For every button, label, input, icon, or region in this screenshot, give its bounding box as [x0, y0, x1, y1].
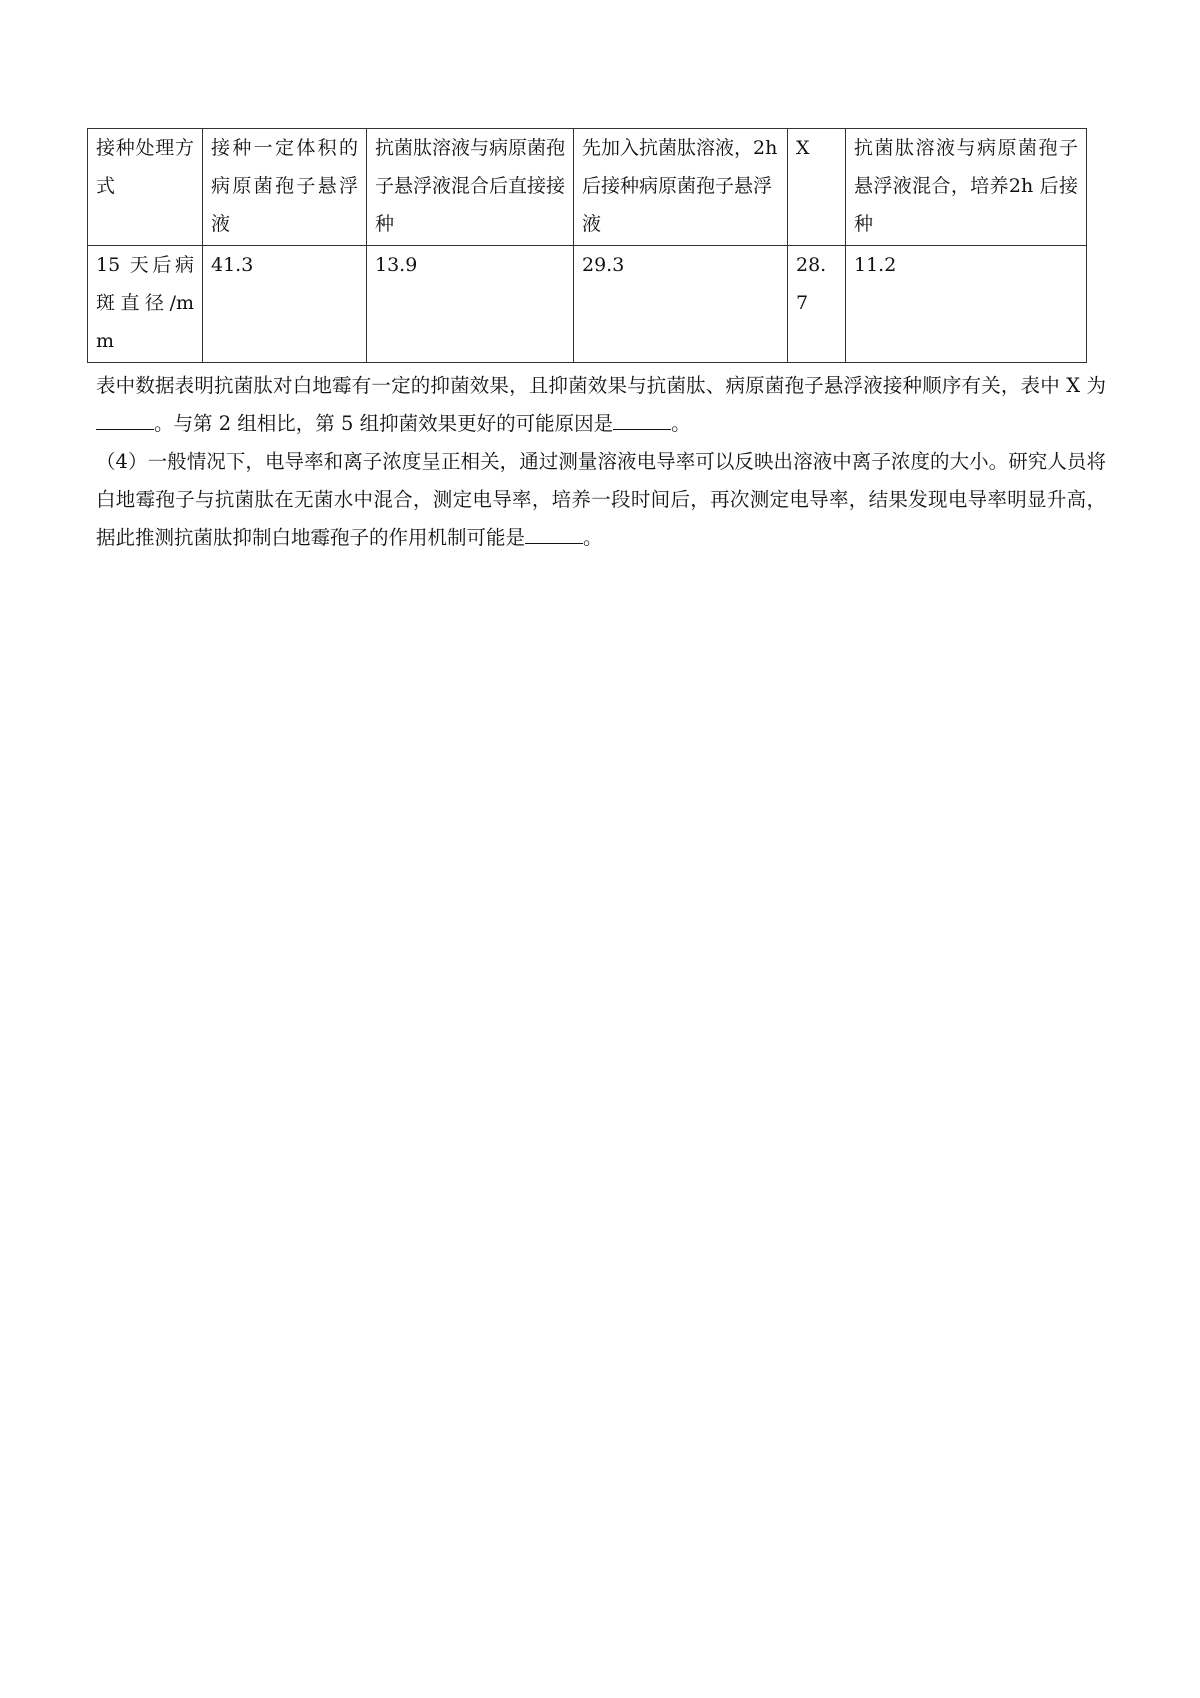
table-cell: 接种一定体积的病原菌孢子悬浮液	[203, 129, 367, 246]
table-cell-value: 11.2	[846, 246, 1087, 363]
table-cell-value: 28.7	[788, 246, 846, 363]
table-cell: 抗菌肽溶液与病原菌孢子悬浮液混合后直接接种	[367, 129, 574, 246]
table-cell: 抗菌肽溶液与病原菌孢子悬浮液混合，培养2h 后接种	[846, 129, 1087, 246]
table-cell-header: 接种处理方式	[88, 129, 203, 246]
paragraph-text: （4）一般情况下，电导率和离子浓度呈正相关，通过测量溶液电导率可以反映出溶液中离子浓度的大小。研究人员将白地霉孢子与抗菌肽在无菌水中混合，测定电导率，培养一段时间后，再次测定电导率，结果发现电导率明显升高，据此推测抗菌肽抑制白地霉孢子的作用机制可能是	[96, 450, 1106, 549]
table-cell-value: 13.9	[367, 246, 574, 363]
paragraph-question-4	[96, 443, 1106, 557]
table-cell: 先加入抗菌肽溶液，2h 后接种病原菌孢子悬浮液	[574, 129, 788, 246]
paragraph-text: 。	[583, 526, 603, 549]
table-cell-header: 15 天后病斑直径/mm	[88, 246, 203, 363]
table-cell: X	[788, 129, 846, 246]
experiment-table	[87, 128, 1087, 363]
paragraph-text: 表中数据表明抗菌肽对白地霉有一定的抑菌效果，且抑菌效果与抗菌肽、病原菌孢子悬浮液接种顺序有关，表中 X 为	[96, 374, 1106, 397]
table-row-treatment	[88, 129, 1087, 246]
table-cell-value: 29.3	[574, 246, 788, 363]
paragraph-text: 。	[671, 412, 691, 435]
table-cell-value: 41.3	[203, 246, 367, 363]
answer-blank	[525, 521, 583, 544]
answer-blank	[96, 407, 154, 430]
paragraph-table-conclusion	[96, 367, 1106, 443]
answer-blank	[613, 407, 671, 430]
table-row-lesion-diameter	[88, 246, 1087, 363]
paragraph-text: 。与第 2 组相比，第 5 组抑菌效果更好的可能原因是	[154, 412, 614, 435]
